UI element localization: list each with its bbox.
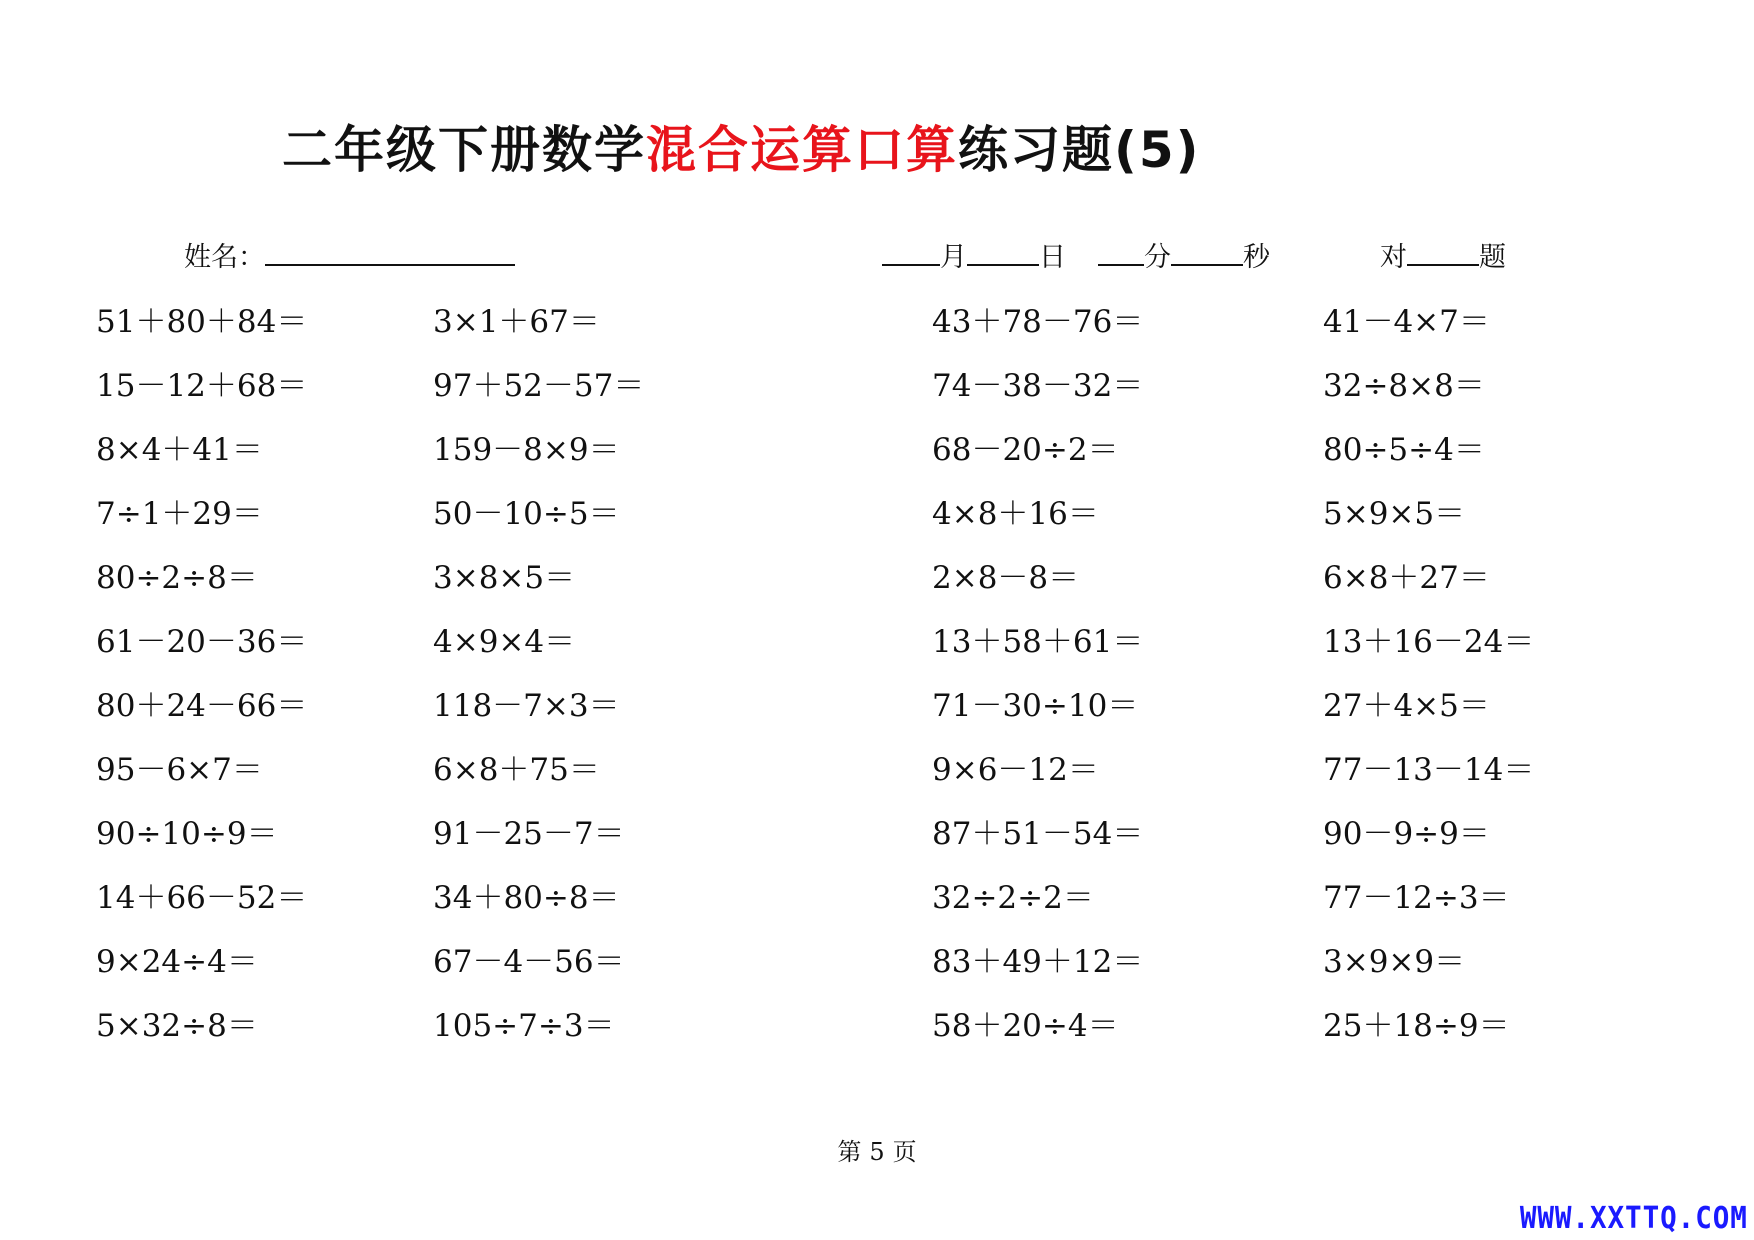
problem-item: 50－10÷5＝ — [433, 496, 620, 532]
day-label: 日 — [1039, 242, 1066, 273]
month-blank[interactable] — [882, 236, 940, 266]
site-watermark: WWW.XXTTQ.COM — [1520, 1201, 1748, 1236]
problem-item: 71－30÷10＝ — [932, 688, 1139, 724]
problem-item: 95－6×7＝ — [96, 752, 263, 788]
second-label: 秒 — [1243, 242, 1270, 273]
score-field — [1380, 236, 1506, 278]
problem-item: 27＋4×5＝ — [1323, 688, 1490, 724]
problem-item: 34＋80÷8＝ — [433, 880, 620, 916]
problem-item: 97＋52－57＝ — [433, 368, 645, 404]
problem-item: 13＋16－24＝ — [1323, 624, 1535, 660]
problem-item: 3×1＋67＝ — [433, 304, 600, 340]
name-field — [184, 236, 515, 278]
problem-item: 58＋20÷4＝ — [932, 1008, 1119, 1044]
problem-item: 5×9×5＝ — [1323, 496, 1466, 532]
correct-count-blank[interactable] — [1407, 236, 1479, 266]
problem-item: 77－12÷3＝ — [1323, 880, 1510, 916]
problem-item: 67－4－56＝ — [433, 944, 625, 980]
problem-row — [0, 622, 1754, 686]
problem-item: 6×8＋75＝ — [433, 752, 600, 788]
footer-prefix: 第 — [837, 1138, 862, 1166]
problem-item: 68－20÷2＝ — [932, 432, 1119, 468]
title-part1: 二年级下册数学 — [282, 121, 646, 179]
problem-item: 4×8＋16＝ — [932, 496, 1099, 532]
problem-row — [0, 366, 1754, 430]
problem-item: 3×9×9＝ — [1323, 944, 1466, 980]
problem-item: 87＋51－54＝ — [932, 816, 1144, 852]
problem-item: 105÷7÷3＝ — [433, 1008, 615, 1044]
problem-item: 77－13－14＝ — [1323, 752, 1535, 788]
problem-row — [0, 1006, 1754, 1070]
problem-item: 159－8×9＝ — [433, 432, 620, 468]
month-label: 月 — [940, 242, 967, 273]
time-field — [882, 236, 1270, 278]
problem-item: 90－9÷9＝ — [1323, 816, 1490, 852]
problem-item: 9×6－12＝ — [932, 752, 1099, 788]
problem-row — [0, 558, 1754, 622]
page-title — [282, 112, 1201, 188]
page-footer — [0, 1136, 1754, 1168]
problem-item: 91－25－7＝ — [433, 816, 625, 852]
footer-suffix: 页 — [892, 1138, 917, 1166]
problem-row — [0, 750, 1754, 814]
title-highlight: 混合运算口算 — [646, 121, 958, 179]
problem-item: 15－12＋68＝ — [96, 368, 308, 404]
problem-item: 2×8－8＝ — [932, 560, 1080, 596]
problem-item: 4×9×4＝ — [433, 624, 576, 660]
problem-item: 7÷1＋29＝ — [96, 496, 263, 532]
problem-item: 80÷2÷8＝ — [96, 560, 258, 596]
problem-item: 43＋78－76＝ — [932, 304, 1144, 340]
problem-item: 14＋66－52＝ — [96, 880, 308, 916]
problem-row — [0, 942, 1754, 1006]
question-label: 题 — [1479, 242, 1506, 273]
problem-item: 5×32÷8＝ — [96, 1008, 258, 1044]
problem-item: 90÷10÷9＝ — [96, 816, 278, 852]
problem-item: 6×8＋27＝ — [1323, 560, 1490, 596]
problem-item: 118－7×3＝ — [433, 688, 620, 724]
name-label: 姓名： — [184, 242, 265, 273]
problem-item: 32÷8×8＝ — [1323, 368, 1485, 404]
problem-item: 25＋18÷9＝ — [1323, 1008, 1510, 1044]
day-blank[interactable] — [967, 236, 1039, 266]
page-number: 5 — [869, 1138, 885, 1166]
minute-label: 分 — [1144, 242, 1171, 273]
problem-row — [0, 302, 1754, 366]
problem-row — [0, 878, 1754, 942]
problem-item: 80＋24－66＝ — [96, 688, 308, 724]
problem-item: 83＋49＋12＝ — [932, 944, 1144, 980]
problem-item: 61－20－36＝ — [96, 624, 308, 660]
correct-label: 对 — [1380, 242, 1407, 273]
problem-row — [0, 686, 1754, 750]
problem-item: 3×8×5＝ — [433, 560, 576, 596]
second-blank[interactable] — [1171, 236, 1243, 266]
name-blank[interactable] — [265, 236, 515, 266]
problem-row — [0, 494, 1754, 558]
problem-item: 8×4＋41＝ — [96, 432, 263, 468]
problem-item: 74－38－32＝ — [932, 368, 1144, 404]
minute-blank[interactable] — [1098, 236, 1144, 266]
title-part2: 练习题(5) — [958, 121, 1201, 179]
problem-grid — [0, 302, 1754, 1070]
problem-row — [0, 814, 1754, 878]
problem-item: 41－4×7＝ — [1323, 304, 1490, 340]
problem-item: 80÷5÷4＝ — [1323, 432, 1485, 468]
problem-item: 32÷2÷2＝ — [932, 880, 1094, 916]
problem-item: 9×24÷4＝ — [96, 944, 258, 980]
problem-item: 13＋58＋61＝ — [932, 624, 1144, 660]
problem-item: 51＋80＋84＝ — [96, 304, 308, 340]
problem-row — [0, 430, 1754, 494]
